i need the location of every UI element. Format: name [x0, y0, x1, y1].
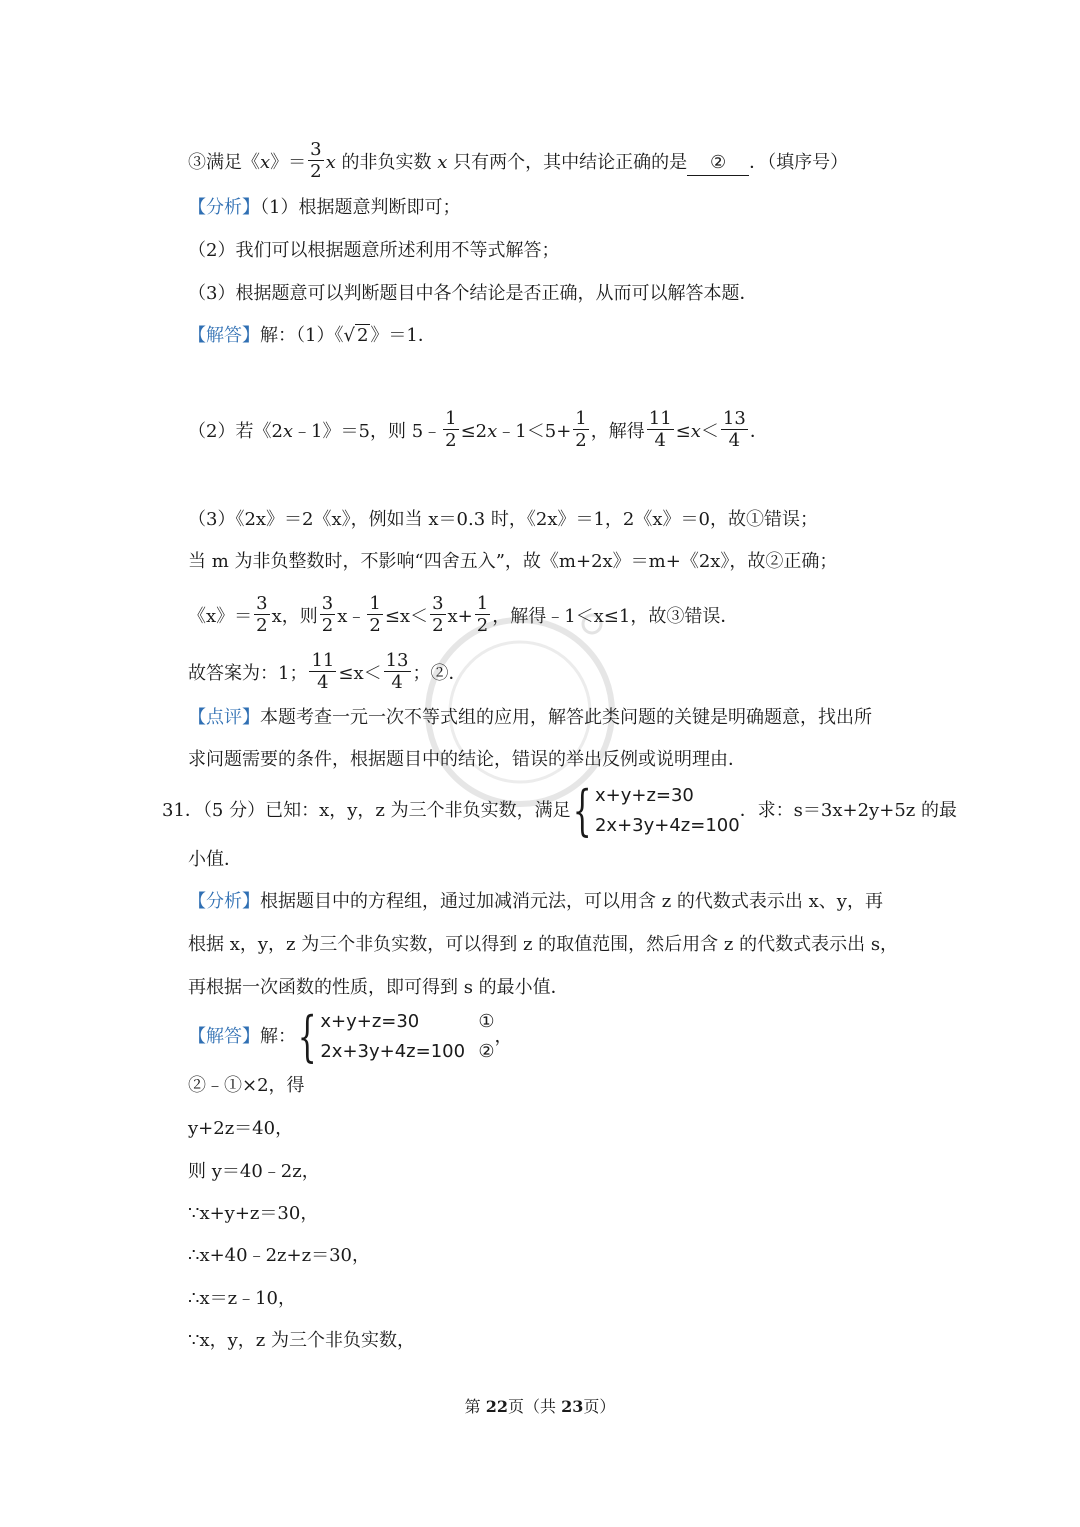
- analysis31-line-2: 根据 x，y，z 为三个非负实数，可以得到 z 的取值范围，然后用含 z 的代数式表示出 s，: [188, 934, 899, 955]
- solution-line-5: 《x》＝ $\frac{3}{2}$ x，则 $\frac{3}{2}$ x﹣ $\frac{1}{2}$ ≤x＜ $\frac{3}{2}$ x+ $\frac{1}{2}$ ，解得﹣1＜x≤1，故③错误．: [188, 593, 739, 636]
- analysis-tag: 【分析】: [188, 197, 260, 218]
- comment-tag: 【点评】: [188, 707, 260, 728]
- conclusion-3-line: ③满足《x》＝ $\frac{3}{2}$ x 的非负实数 x 只有两个，其中结论正确的是 ② ．（填序号）: [188, 139, 849, 182]
- answer-blank: ②: [687, 151, 749, 176]
- solution31-line-7: ∴x＝z﹣10，: [188, 1288, 296, 1309]
- question-31-line: 31．（5 分）已知：x，y，z 为三个非负实数，满足 { x+y+z=30 2x+3y+4z=100 ．求：s＝3x+2y+5z 的最: [162, 779, 957, 842]
- page-number: 22: [485, 1397, 508, 1416]
- fraction: $\frac{3}{2}$: [310, 139, 322, 182]
- analysis31-line-3: 再根据一次函数的性质，即可得到 s 的最小值．: [188, 977, 569, 998]
- solution31-line-4: 则 y＝40﹣2z，: [188, 1161, 320, 1182]
- solution-line-3: （3）《2x》＝2《x》，例如当 x＝0.3 时，《2x》＝1，2《x》＝0，故①错误；: [188, 509, 818, 530]
- total-pages: 23: [561, 1397, 584, 1416]
- analysis-line-1: 【分析】（1）根据题意判断即可；: [188, 197, 461, 218]
- analysis-tag: 【分析】: [188, 891, 260, 912]
- solution-line-4: 当 m 为非负整数时，不影响“四舍五入”，故《m+2x》＝m+《2x》，故②正确；: [188, 551, 838, 572]
- sqrt-symbol: √ 2: [343, 325, 369, 346]
- solution-line-1: 【解答】解：（1）《√ 2 》＝1．: [188, 325, 436, 346]
- question-31-line-2: 小值．: [188, 849, 242, 870]
- page-footer: 第 22页（共 23页）: [464, 1397, 616, 1416]
- equation-system-labeled: { x+y+z=30 ① 2x+3y+4z=100 ②: [297, 1005, 495, 1068]
- equation-system: { x+y+z=30 2x+3y+4z=100: [572, 779, 740, 842]
- solution31-line-3: y+2z＝40，: [188, 1118, 294, 1139]
- solution-line-2: （2）若《2x﹣1》＝5，则 5﹣ $\frac{1}{2}$ ≤2x﹣1＜5+ $\frac{1}{2}$ ，解得 $\frac{11}{4}$ ≤x＜ $\frac{13}{4}$ ．: [188, 408, 768, 451]
- solution31-line-5: ∵x+y+z＝30，: [188, 1203, 319, 1224]
- comment-line-1: 【点评】本题考查一元一次不等式组的应用，解答此类问题的关键是明确题意，找出所: [188, 707, 872, 728]
- comment-line-2: 求问题需要的条件，根据题目中的结论，错误的举出反例或说明理由．: [188, 749, 746, 770]
- solution-tag: 【解答】: [188, 1026, 260, 1047]
- solution31-line-6: ∴x+40﹣2z+z＝30，: [188, 1245, 370, 1266]
- solution-tag: 【解答】: [188, 325, 260, 346]
- analysis-line-3: （3）根据题意可以判断题目中各个结论是否正确，从而可以解答本题．: [188, 283, 758, 304]
- solution31-line-1: 【解答】 解： { x+y+z=30 ① 2x+3y+4z=100 ② ，: [188, 1005, 513, 1068]
- analysis31-line-1: 【分析】根据题目中的方程组，通过加减消元法，可以用含 z 的代数式表示出 x、y，再: [188, 891, 883, 912]
- solution31-line-2: ②﹣①×2，得: [188, 1075, 305, 1096]
- answer-summary-line: 故答案为：1； $\frac{11}{4}$ ≤x＜ $\frac{13}{4}$ ；②．: [188, 650, 467, 693]
- solution31-line-8: ∵x，y，z 为三个非负实数，: [188, 1330, 415, 1351]
- analysis-line-2: （2）我们可以根据题意所述利用不等式解答；: [188, 240, 560, 261]
